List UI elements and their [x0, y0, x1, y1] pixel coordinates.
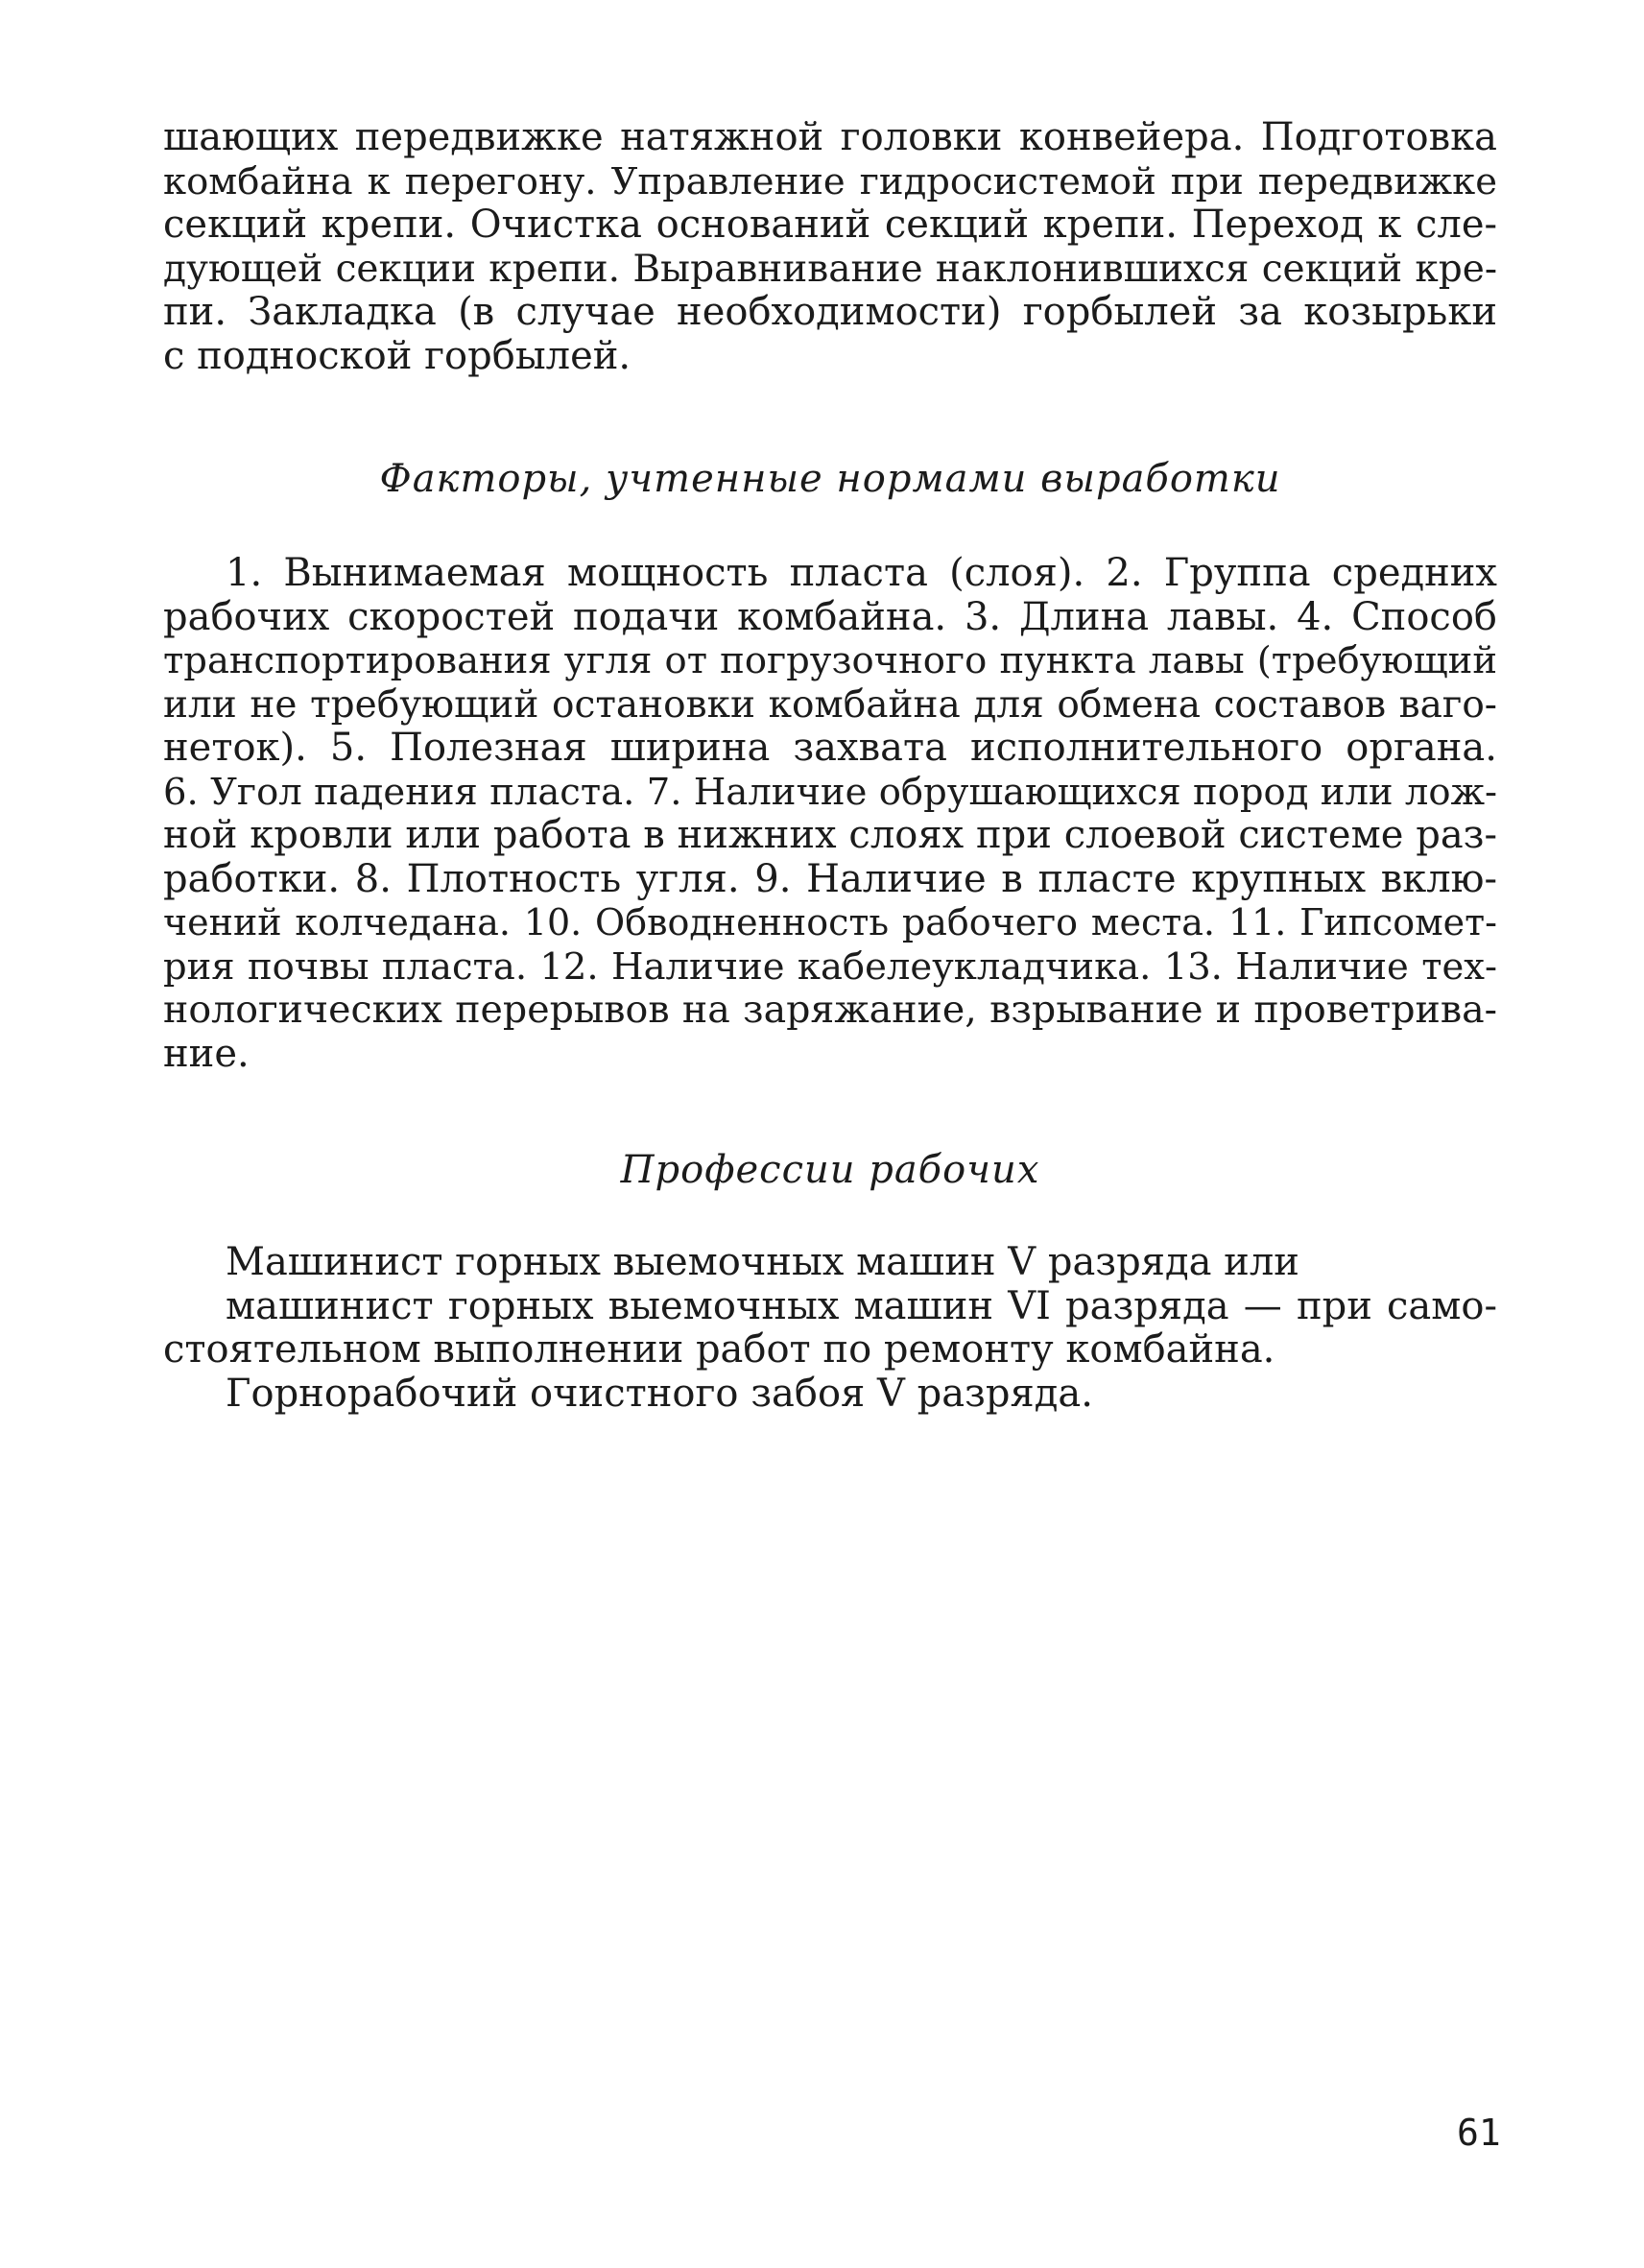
- text-line: комбайна к перегону. Управление гидросистемой при передвижке: [163, 159, 1497, 203]
- text-line: Машинист горных выемочных машин V разряда или: [226, 1240, 1299, 1284]
- text-line: 6. Угол падения пласта. 7. Наличие обрушающихся пород или лож-: [163, 770, 1497, 814]
- text-line: нологических перерывов на заряжание, взрывание и проветрива-: [163, 988, 1497, 1032]
- text-line: чений колчедана. 10. Обводненность рабочего места. 11. Гипсомет-: [163, 901, 1497, 943]
- text-line: неток). 5. Полезная ширина захвата исполнительного органа.: [163, 726, 1497, 770]
- text-line: с подноской горбылей.: [163, 333, 631, 378]
- factors-paragraph: [163, 552, 1497, 1076]
- professions-heading: Профессии рабочих: [620, 1148, 1040, 1192]
- text-line: ной кровли или работа в нижних слоях при слоевой системе раз-: [163, 813, 1497, 857]
- text-line: стоятельном выполнении работ по ремонту комбайна.: [163, 1327, 1275, 1372]
- page-number: 61: [1457, 2112, 1501, 2154]
- text-line: секций крепи. Очистка оснований секций крепи. Переход к сле-: [163, 203, 1497, 247]
- continuation-paragraph: [163, 116, 1497, 378]
- text-line: работки. 8. Плотность угля. 9. Наличие в пласте крупных вклю-: [163, 856, 1497, 901]
- text-line: шающих передвижке натяжной головки конвейера. Подготовка: [163, 115, 1497, 159]
- text-line: дующей секции крепи. Выравнивание наклонившихся секций кре-: [163, 247, 1497, 291]
- text-line: рабочих скоростей подачи комбайна. 3. Длина лавы. 4. Способ: [163, 594, 1497, 639]
- text-line: рия почвы пласта. 12. Наличие кабелеукладчика. 13. Наличие тех-: [163, 944, 1497, 989]
- text-line: пи. Закладка (в случае необходимости) горбылей за козырьки: [163, 290, 1497, 334]
- text-line: машинист горных выемочных машин VI разряда — при само-: [226, 1283, 1497, 1328]
- text-line: ние.: [163, 1031, 250, 1076]
- text-line: или не требующий остановки комбайна для обмена составов ваго-: [163, 682, 1497, 727]
- factors-heading: Факторы, учтенные нормами выработки: [379, 457, 1281, 501]
- professions-paragraph: [163, 1241, 1497, 1416]
- text-line: 1. Вынимаемая мощность пласта (слоя). 2. Группа средних: [226, 551, 1497, 595]
- text-line: транспортирования угля от погрузочного пункта лавы (требующий: [163, 639, 1497, 682]
- text-line: Горнорабочий очистного забоя V разряда.: [226, 1371, 1093, 1416]
